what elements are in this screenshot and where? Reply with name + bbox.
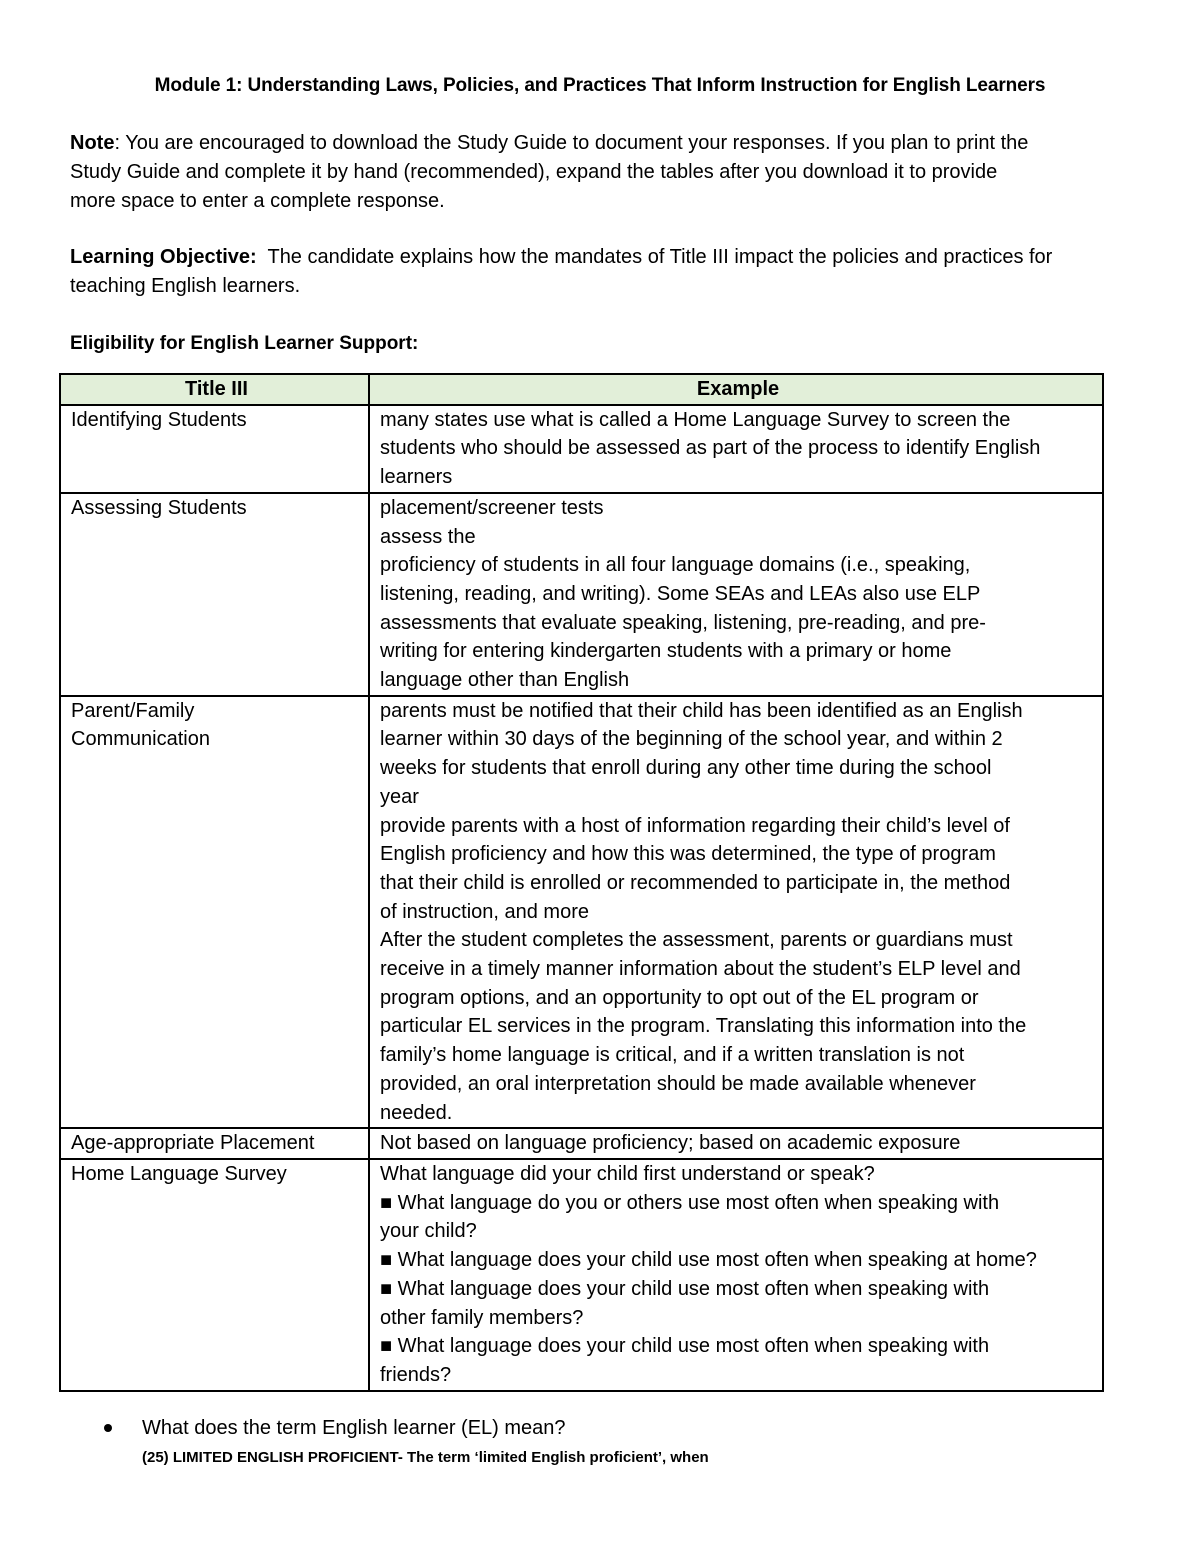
row-example-cell — [369, 1159, 1103, 1391]
cell-line: parents must be notified that their child has been identified as an English — [380, 699, 1023, 722]
note-line: Study Guide and complete it by hand (recommended), expand the tables after you download it to provide — [70, 161, 998, 183]
objective-line: The candidate explains how the mandates of Title III impact the policies and practices for — [256, 246, 1053, 268]
cell-line: learners — [380, 466, 453, 489]
note-paragraph — [70, 129, 1130, 216]
row-example-cell — [369, 696, 1103, 1129]
cell-line: Identifying Students — [71, 408, 247, 431]
row-title-cell — [60, 493, 369, 696]
cell-line: year — [380, 785, 419, 808]
table-header-row — [60, 374, 1103, 405]
question-text: What does the term English learner (EL) mean? — [142, 1417, 566, 1439]
table-row — [60, 405, 1103, 493]
cell-line: ■ What language does your child use most often when speaking with — [380, 1277, 990, 1300]
row-title-cell — [60, 405, 369, 493]
cell-line: writing for entering kindergarten students with a primary or home — [380, 640, 952, 663]
objective-label: Learning Objective: — [70, 246, 257, 268]
definition-excerpt: (25) LIMITED ENGLISH PROFICIENT- The term ‘limited English proficient’, when — [142, 1449, 709, 1466]
cell-line: ■ What language does your child use most often when speaking with — [380, 1335, 990, 1358]
cell-line: assess the — [380, 525, 476, 548]
table-row — [60, 696, 1103, 1129]
cell-line: ■ What language does your child use most often when speaking at home? — [380, 1249, 1037, 1272]
cell-line: English proficiency and how this was determined, the type of program — [380, 843, 996, 866]
cell-line: other family members? — [380, 1306, 584, 1329]
title-iii-table — [59, 373, 1104, 1392]
table-row — [60, 1128, 1103, 1159]
cell-line: particular EL services in the program. Translating this information into the — [380, 1015, 1027, 1038]
cell-line: ■ What language do you or others use most often when speaking with — [380, 1191, 1000, 1214]
cell-line: friends? — [380, 1363, 452, 1386]
cell-line: What language did your child first understand or speak? — [380, 1162, 875, 1185]
cell-line: After the student completes the assessment, parents or guardians must — [380, 929, 1013, 952]
cell-line: provided, an oral interpretation should be made available whenever — [380, 1072, 976, 1095]
note-line: more space to enter a complete response. — [70, 190, 445, 212]
page-title: Module 1: Understanding Laws, Policies, and Practices That Inform Instruction for English Learners — [154, 75, 1046, 96]
row-title-cell — [60, 1159, 369, 1391]
cell-line: language other than English — [380, 669, 630, 692]
cell-line: family’s home language is critical, and if a written translation is not — [380, 1044, 965, 1067]
row-title-cell — [60, 1128, 369, 1159]
column-header-example: Example — [369, 374, 1103, 405]
row-title-cell — [60, 696, 369, 1129]
cell-line: Not based on language proficiency; based on academic exposure — [380, 1132, 961, 1155]
cell-line: program options, and an opportunity to opt out of the EL program or — [380, 986, 979, 1009]
cell-line: your child? — [380, 1220, 477, 1243]
row-example-cell — [369, 493, 1103, 696]
row-example-cell — [369, 405, 1103, 493]
cell-line: weeks for students that enroll during any other time during the school — [380, 757, 992, 780]
note-label: Note — [70, 132, 115, 154]
cell-line: Home Language Survey — [71, 1162, 287, 1185]
cell-line: assessments that evaluate speaking, listening, pre-reading, and pre- — [380, 611, 986, 634]
table-row — [60, 1159, 1103, 1391]
cell-line: Parent/Family — [71, 699, 195, 722]
cell-line: placement/screener tests — [380, 496, 604, 519]
cell-line: learner within 30 days of the beginning of the school year, and within 2 — [380, 728, 1003, 751]
cell-line: that their child is enrolled or recommended to participate in, the method — [380, 871, 1011, 894]
cell-line: Assessing Students — [71, 496, 247, 519]
bullet-icon — [104, 1424, 112, 1432]
cell-line: needed. — [380, 1101, 453, 1124]
note-line: : You are encouraged to download the Study Guide to document your responses. If you plan to print the — [114, 132, 1029, 154]
cell-line: of instruction, and more — [380, 900, 589, 923]
table-row — [60, 493, 1103, 696]
cell-line: proficiency of students in all four language domains (i.e., speaking, — [380, 554, 971, 577]
eligibility-heading: Eligibility for English Learner Support: — [70, 333, 419, 354]
column-header-title-iii: Title III — [60, 374, 369, 405]
learning-objective-paragraph — [70, 243, 1130, 301]
cell-line: listening, reading, and writing). Some SEAs and LEAs also use ELP — [380, 582, 981, 605]
cell-line: provide parents with a host of information regarding their child’s level of — [380, 814, 1010, 837]
row-example-cell — [369, 1128, 1103, 1159]
cell-line: receive in a timely manner information about the student’s ELP level and — [380, 958, 1021, 981]
cell-line: Communication — [71, 728, 210, 751]
cell-line: students who should be assessed as part of the process to identify English — [380, 437, 1041, 460]
cell-line: many states use what is called a Home Language Survey to screen the — [380, 408, 1011, 431]
cell-line: Age-appropriate Placement — [71, 1132, 315, 1155]
objective-line: teaching English learners. — [70, 275, 301, 297]
